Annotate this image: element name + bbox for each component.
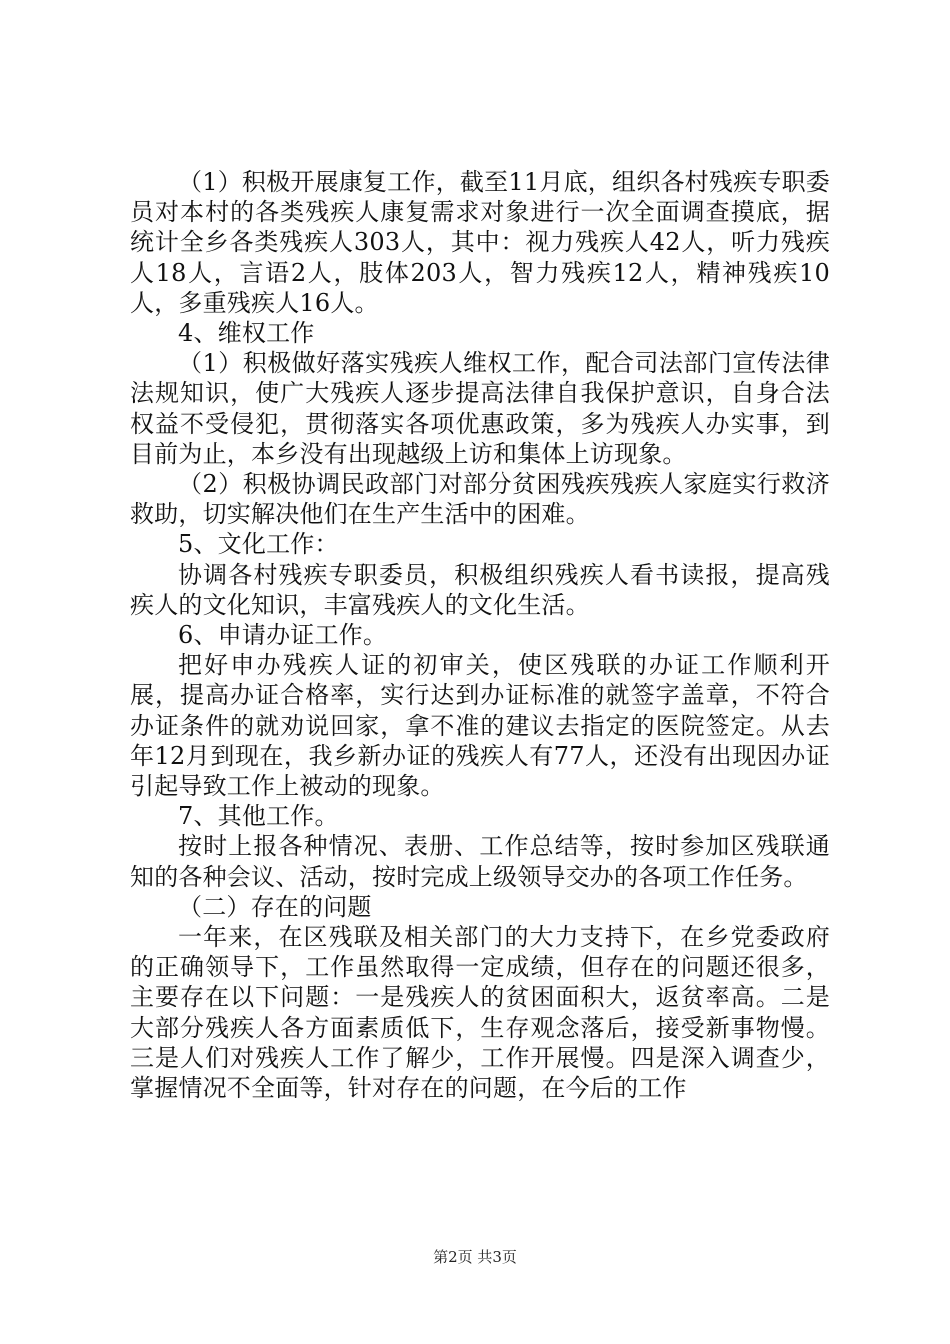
page-number-footer: 第2页 共3页 — [433, 1248, 517, 1266]
heading-rights: 4、维权工作 — [178, 319, 315, 348]
heading-culture: 5、文化工作： — [178, 530, 339, 559]
paragraph-certificate: 把好申办残疾人证的初审关，使区残联的办证工作顺利开展，提高办证合格率，实行达到办证标准的就签字盖章，不符合办证条件的就劝说回家，拿不准的建议去指定的医院签定。从去年12月到现在，我乡新办证的残疾人有77人，还没有出现因办证引起导致工作上被动的现象。 — [130, 651, 830, 801]
heading-problems: （二）存在的问题 — [178, 892, 372, 921]
heading-certificate: 6、申请办证工作。 — [178, 621, 388, 650]
heading-other: 7、其他工作。 — [178, 802, 339, 831]
paragraph-other: 按时上报各种情况、表册、工作总结等，按时参加区残联通知的各种会议、活动，按时完成上级领导交办的各项工作任务。 — [130, 832, 830, 891]
paragraph-rights-1: （1）积极做好落实残疾人维权工作，配合司法部门宣传法律法规知识，使广大残疾人逐步提高法律自我保护意识，自身合法权益不受侵犯，贯彻落实各项优惠政策，多为残疾人办实事，到目前为止，本乡没有出现越级上访和集体上访现象。 — [130, 349, 830, 468]
paragraph-culture: 协调各村残疾专职委员，积极组织残疾人看书读报，提高残疾人的文化知识，丰富残疾人的文化生活。 — [130, 560, 830, 619]
paragraph-rehab: （1）积极开展康复工作，截至11月底，组织各村残疾专职委员对本村的各类残疾人康复需求对象进行一次全面调查摸底，据统计全乡各类残疾人303人，其中：视力残疾人42人，听力残疾人18人，言语2人，肢体203人，智力残疾12人，精神残疾10人，多重残疾人16人。 — [130, 168, 830, 317]
document-body — [130, 167, 830, 1103]
paragraph-problems: 一年来，在区残联及相关部门的大力支持下，在乡党委政府的正确领导下，工作虽然取得一定成绩，但存在的问题还很多，主要存在以下问题：一是残疾人的贫困面积大，返贫率高。二是大部分残疾人各方面素质低下，生存观念落后，接受新事物慢。三是人们对残疾人工作了解少，工作开展慢。四是深入调查少，掌握情况不全面等，针对存在的问题，在今后的工作 — [130, 923, 830, 1103]
paragraph-rights-2: （2）积极协调民政部门对部分贫困残疾残疾人家庭实行救济救助，切实解决他们在生产生活中的困难。 — [130, 470, 830, 529]
